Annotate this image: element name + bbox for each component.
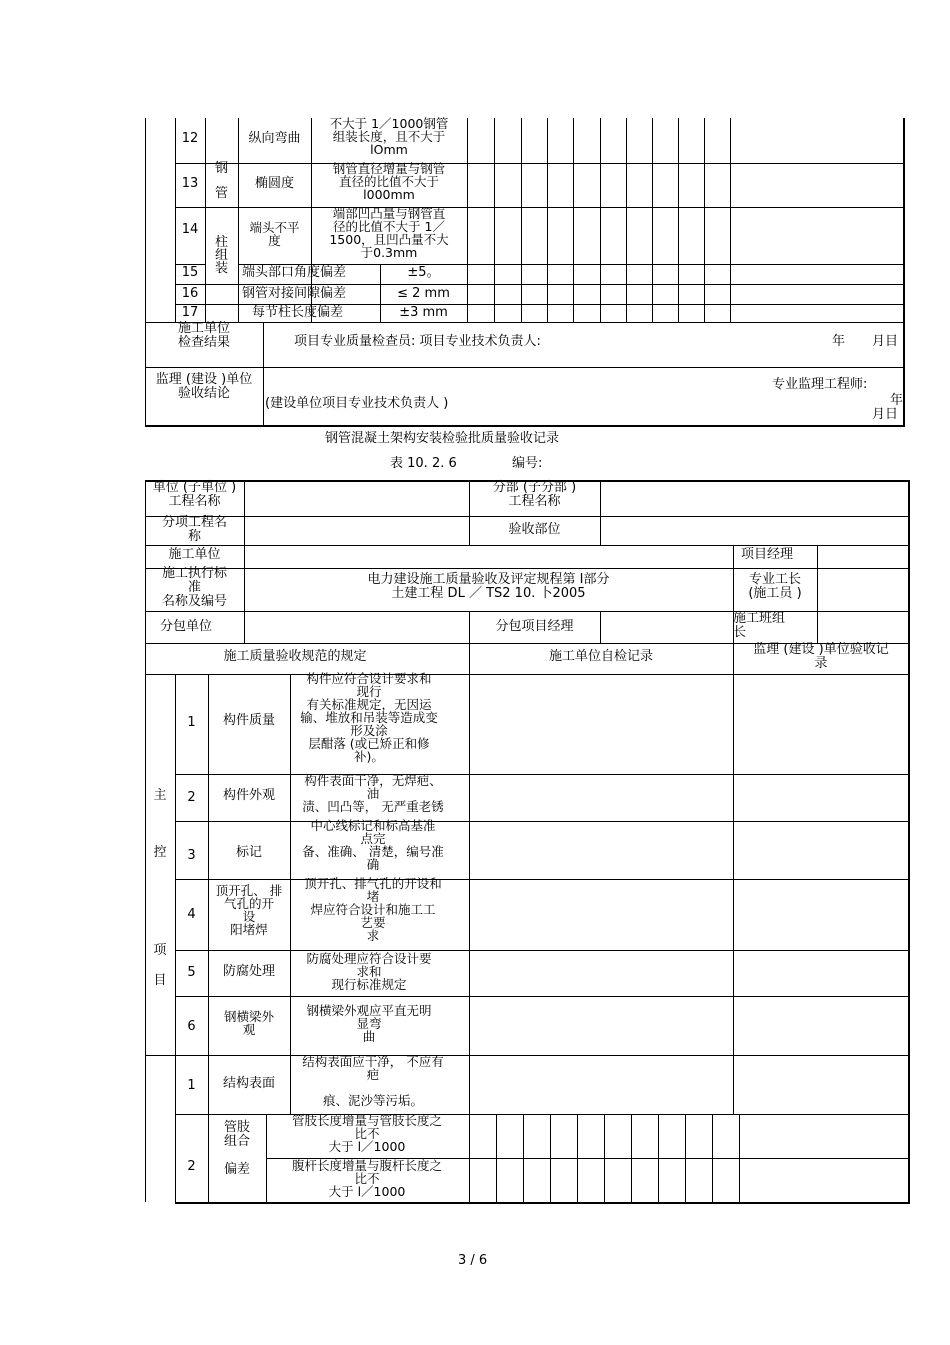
row-standard: 管肢长度增量与管肢长度之 比不 大于 l／1000 xyxy=(291,1113,442,1154)
supervision-label: 监理 (建设 )单位 验收结论 xyxy=(155,372,253,401)
sub-project-label: 分部 (子分部 ) 工程名称 xyxy=(492,480,577,509)
row-item: 构件质量 xyxy=(222,713,275,728)
construction-unit-label: 施工单位 xyxy=(168,547,221,562)
table-number: 表 10. 2. 6 xyxy=(390,456,457,471)
row-item: 标记 xyxy=(235,845,262,860)
standard-value: 电力建设施工质量验收及评定规程第 I部分 土建工程 DL ／ TS2 10. 卜2005 xyxy=(367,572,610,601)
row-standard: 不大于 1／1000钢管 组装长度，且不大于 lOmm xyxy=(329,116,449,157)
row-number: 15 xyxy=(181,265,199,280)
row-number: 1 xyxy=(187,715,196,730)
acceptance-part-label: 验收部位 xyxy=(508,522,561,537)
row-number: 2 xyxy=(187,1159,196,1174)
row-item: 顶开孔、 排 气孔的开 设 阳堵焊 xyxy=(215,883,283,937)
row-number: 14 xyxy=(181,222,199,237)
document-title: 钢管混凝土架构安装检验批质量验收记录 xyxy=(325,431,560,446)
row-item: 钢横梁外 观 xyxy=(223,1009,274,1037)
group-label-char: 项 xyxy=(153,943,167,958)
group-label-char: 目 xyxy=(153,973,167,988)
row-standard: 顶开孔、排气孔的开设和 堵 焊应符合设计和施工工 艺要 求 xyxy=(304,876,442,943)
group-label-char: 钢 xyxy=(214,161,228,176)
item-project-label: 分项工程名 称 xyxy=(161,515,227,544)
foreman-label: 专业工长 (施工员 ) xyxy=(748,572,802,601)
row-standard: 钢管直径增量与钢管 直径的比值不大于 l000mm xyxy=(332,161,446,202)
column-header-self-check: 施工单位自检记录 xyxy=(548,649,653,664)
page-number: 3 / 6 xyxy=(458,1253,488,1268)
group-label-char: 组 xyxy=(214,248,228,263)
row-item: 钢管对接间隙偏差 xyxy=(242,286,347,301)
row-item: 防腐处理 xyxy=(222,964,275,979)
row-standard: 钢横梁外观应平直无明 显弯 曲 xyxy=(306,1003,432,1044)
column-header-supervision: 监理 (建设 )单位验收记 录 xyxy=(753,642,889,671)
row-item: 端头部口角度偏差 xyxy=(242,265,347,280)
inspection-year: 年 xyxy=(832,334,846,349)
group-label-char: 管 xyxy=(214,186,228,201)
inspection-text: 项目专业质量检查员: 项目专业技术负责人: xyxy=(294,334,541,349)
row-number: 13 xyxy=(181,176,199,191)
unit-project-label: 单位 (子单位 ) 工程名称 xyxy=(152,480,237,509)
row-standard: 防腐处理应符合设计要 求和 现行标准规定 xyxy=(306,951,432,992)
inspection-month-day: 月目 xyxy=(872,334,899,349)
group-label-char: 装 xyxy=(214,261,228,276)
row-standard: 构件应符合设计要求和 现行 有关标准规定，无因运 输、堆放和吊装等造成变 形及涂 层酣落 (或已矫正和修 补)。 xyxy=(300,671,438,764)
team-leader-label: 施工班组 长 xyxy=(733,611,786,640)
sub-manager-label: 分包项目经理 xyxy=(495,619,574,634)
row-item: 纵向弯曲 xyxy=(248,131,301,146)
row-item: 构件外观 xyxy=(222,788,275,803)
row-standard: ±5。 xyxy=(407,265,440,280)
row-number: 4 xyxy=(187,907,196,922)
serial-number-label: 编号: xyxy=(512,456,543,471)
group-label-char: 柱 xyxy=(214,235,228,250)
project-manager-label: 项目经理 xyxy=(741,547,794,562)
row-number: 12 xyxy=(181,131,199,146)
row-standard: 构件表面干净，无焊疤、 油 渍、凹凸等， 无严重老锈 xyxy=(302,773,444,814)
inspection-label: 施工单位 检查结果 xyxy=(177,321,230,350)
row-number: 6 xyxy=(187,1019,196,1034)
standard-label: 施工执行标 准 名称及编号 xyxy=(161,566,227,609)
row-number: 16 xyxy=(181,286,199,301)
row-number: 3 xyxy=(187,848,196,863)
row-number: 17 xyxy=(181,305,199,320)
row-standard: ≤ 2 mm xyxy=(397,286,450,301)
row-standard: 结构表面应干净， 不应有 疤 痕、泥沙等污垢。 xyxy=(302,1054,444,1108)
row-number: 5 xyxy=(187,965,196,980)
group-label-char: 控 xyxy=(153,845,167,860)
row-item: 每节柱长度偏差 xyxy=(252,305,344,320)
subcontractor-label: 分包单位 xyxy=(160,619,213,634)
row-standard: 腹杆长度增量与腹杆长度之 比不 大于 l／1000 xyxy=(291,1158,442,1199)
row-standard: 中心线标记和标高基准 点完 备、准确、 清楚，编号准 确 xyxy=(302,818,444,872)
group-label-char: 主 xyxy=(153,788,167,803)
row-item: 管肢 组合 偏差 xyxy=(223,1120,250,1177)
supervision-engineer: 专业监理工程师: xyxy=(772,377,868,392)
row-item: 端头不平 度 xyxy=(249,220,300,248)
supervision-owner: (建设单位项目专业技术负责人 ) xyxy=(265,396,449,411)
supervision-month-day: 月日 xyxy=(872,407,899,422)
row-item: 椭圆度 xyxy=(254,176,294,191)
row-number: 1 xyxy=(187,1078,196,1093)
row-standard: ±3 mm xyxy=(399,305,448,320)
column-header-spec: 施工质量验收规范的规定 xyxy=(223,649,367,664)
row-standard: 端部凹凸量与钢管直 径的比值不大于 1／ 1500，且凹凸量不大 于0.3mm xyxy=(329,206,449,260)
row-number: 2 xyxy=(187,790,196,805)
supervision-year: 年 xyxy=(890,393,904,408)
row-item: 结构表面 xyxy=(222,1076,275,1091)
